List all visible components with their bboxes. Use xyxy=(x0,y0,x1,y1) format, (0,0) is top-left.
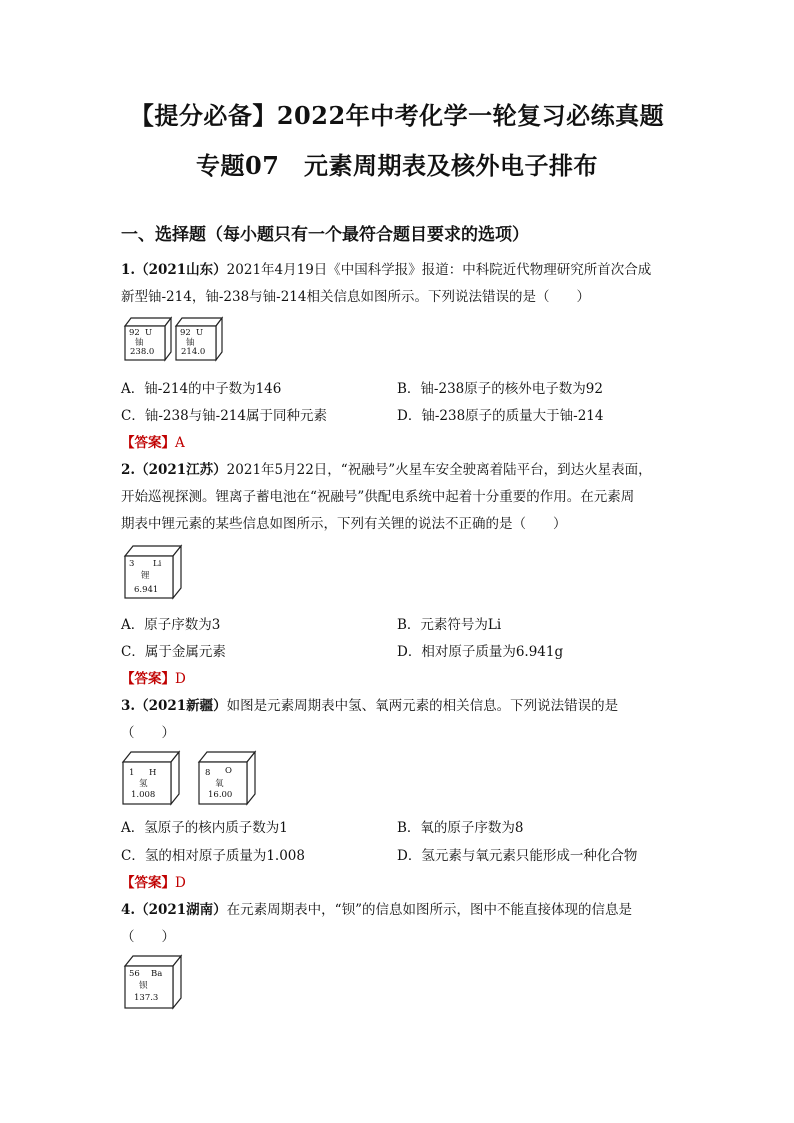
question-2-line-1 xyxy=(121,458,652,478)
element-name: 铀 xyxy=(186,338,195,348)
element-symbol: Li xyxy=(153,559,162,569)
document-subtitle: 专题07 元素周期表及核外电子排布 xyxy=(196,151,598,180)
atomic-mass: 6.941 xyxy=(134,585,159,595)
question-4-line-1 xyxy=(121,898,632,918)
question-4-source: （2021湖南） xyxy=(135,902,227,918)
question-1-answer xyxy=(121,431,185,451)
question-1-option-c: C．铀-238与铀-214属于同种元素 xyxy=(121,408,327,424)
question-3-text: 如图是元素周期表中氢、氧两元素的相关信息。下列说法错误的是 xyxy=(226,698,619,714)
atomic-number: 92 xyxy=(129,328,140,338)
element-symbol: U xyxy=(196,328,204,338)
question-2-option-a: A．原子序数为3 xyxy=(121,617,221,633)
question-1-source: （2021山东） xyxy=(135,262,227,278)
document-title: 【提分必备】2022年中考化学一轮复习必练真题 xyxy=(129,101,665,130)
question-1-number: 1. xyxy=(121,262,136,278)
question-3-line-2: （ ） xyxy=(121,725,175,741)
question-3-option-d: D．氢元素与氧元素只能形成一种化合物 xyxy=(397,848,638,864)
question-1-option-a: A．铀-214的中子数为146 xyxy=(121,381,282,397)
atomic-number: 92 xyxy=(180,328,191,338)
element-name: 钡 xyxy=(139,981,148,991)
question-2-answer xyxy=(121,667,186,687)
atomic-number: 3 xyxy=(129,559,135,569)
element-symbol: H xyxy=(149,768,157,778)
question-1-line-1 xyxy=(121,258,651,278)
question-4-line-2: （ ） xyxy=(121,929,175,945)
question-2-number: 2. xyxy=(121,462,136,478)
question-1-text: 2021年4月19日《中国科学报》报道：中科院近代物理研究所首次合成 xyxy=(226,262,652,278)
question-2-source: （2021江苏） xyxy=(135,462,227,478)
atomic-mass: 137.3 xyxy=(134,993,159,1003)
question-2-text: 2021年5月22日，“祝融号”火星车安全驶离着陆平台，到达火星表面， xyxy=(226,462,652,478)
question-3-line-1 xyxy=(121,694,618,714)
question-3-option-a: A．氢原子的核内质子数为1 xyxy=(121,820,288,836)
question-4-text: 在元素周期表中，“钡”的信息如图所示，图中不能直接体现的信息是 xyxy=(226,902,632,918)
question-1-line-2: 新型铀-214，铀-238与铀-214相关信息如图所示。下列说法错误的是（ ） xyxy=(121,289,590,305)
question-1-option-b: B．铀-238原子的核外电子数为92 xyxy=(397,381,603,397)
answer-value: D xyxy=(175,671,186,687)
element-symbol: Ba xyxy=(151,969,163,979)
question-2-line-3: 期表中锂元素的某些信息如图所示，下列有关锂的说法不正确的是（ ） xyxy=(121,516,567,532)
answer-label: 【答案】 xyxy=(121,671,175,687)
question-3-answer xyxy=(121,871,186,891)
element-name: 氧 xyxy=(215,779,224,789)
question-2-option-d: D．相对原子质量为6.941g xyxy=(397,644,564,660)
question-2-option-c: C．属于金属元素 xyxy=(121,644,226,660)
element-name: 铀 xyxy=(135,338,144,348)
element-name: 氢 xyxy=(139,779,148,789)
question-2-option-b: B．元素符号为Li xyxy=(397,617,502,633)
element-name: 锂 xyxy=(141,571,150,581)
question-3-option-b: B．氧的原子序数为8 xyxy=(397,820,524,836)
question-4-number: 4. xyxy=(121,902,136,918)
question-3-option-c: C．氢的相对原子质量为1.008 xyxy=(121,848,305,864)
element-symbol: O xyxy=(225,766,232,776)
atomic-number: 56 xyxy=(129,969,140,979)
question-3-number: 3. xyxy=(121,698,136,714)
atomic-number: 1 xyxy=(129,768,135,778)
atomic-mass: 1.008 xyxy=(131,790,156,800)
element-symbol: U xyxy=(145,328,153,338)
atomic-mass: 214.0 xyxy=(181,347,206,357)
atomic-number: 8 xyxy=(205,768,211,778)
question-3-source: （2021新疆） xyxy=(135,698,227,714)
atomic-mass: 238.0 xyxy=(130,347,155,357)
section-heading: 一、选择题（每小题只有一个最符合题目要求的选项） xyxy=(121,225,529,245)
answer-value: D xyxy=(175,875,186,891)
atomic-mass: 16.00 xyxy=(208,790,233,800)
question-1-option-d: D．铀-238原子的质量大于铀-214 xyxy=(397,408,604,424)
answer-value: A xyxy=(175,435,185,451)
answer-label: 【答案】 xyxy=(121,875,175,891)
question-2-line-2: 开始巡视探测。锂离子蓄电池在“祝融号”供配电系统中起着十分重要的作用。在元素周 xyxy=(121,489,635,505)
answer-label: 【答案】 xyxy=(121,435,175,451)
